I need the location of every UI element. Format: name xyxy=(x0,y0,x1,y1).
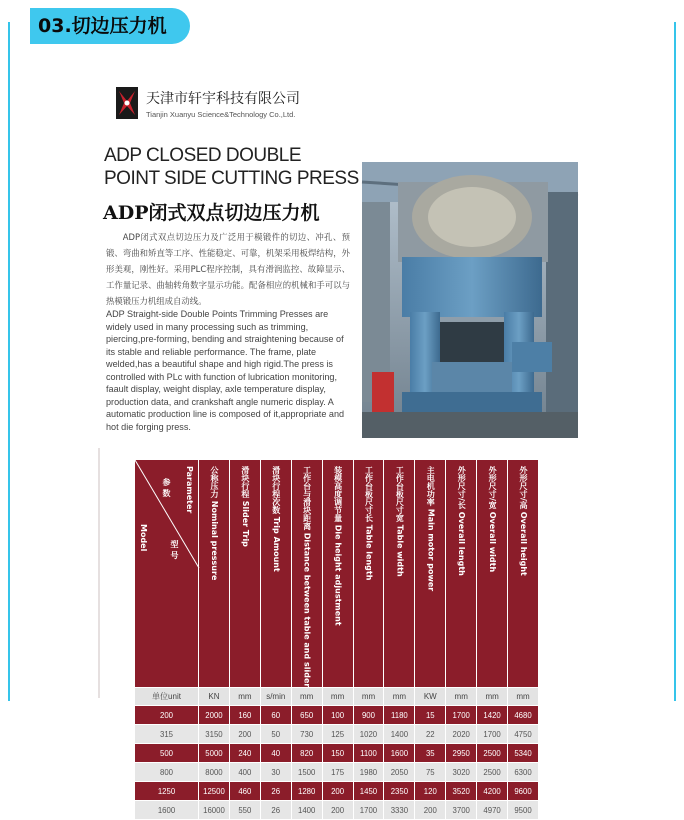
table-row xyxy=(135,801,539,820)
value-cell: 30 xyxy=(260,763,291,782)
value-cell: 240 xyxy=(229,744,260,763)
units-row xyxy=(135,688,539,706)
corner-model-cn: 型 号 xyxy=(170,540,179,559)
value-cell: 460 xyxy=(229,782,260,801)
value-cell: 6300 xyxy=(508,763,539,782)
unit-cell: mm xyxy=(477,688,508,706)
value-cell: 730 xyxy=(291,725,322,744)
value-cell: 200 xyxy=(322,801,353,820)
unit-cell: mm xyxy=(508,688,539,706)
description-en: ADP Straight-side Double Points Trimming Presses are widely used in many processing such as trimming, piercing,pre-forming, bending and straightening because of its stable and reliable performance. The frame, plate welded,has a beautiful shape and high rigid.The press is controlled with PLc with function of lubrication monitoring, faault display, weight display, axle temperature display, production data, and crankshaft angle numeric display. A automatic production line is composed of it,appropriate and hot die forging press. xyxy=(106,309,345,432)
value-cell: 150 xyxy=(322,744,353,763)
value-cell: 2000 xyxy=(199,706,230,725)
header-table-length: 工作台板尺寸长 Table length xyxy=(353,460,384,688)
value-cell: 900 xyxy=(353,706,384,725)
value-cell: 650 xyxy=(291,706,322,725)
value-cell: 820 xyxy=(291,744,322,763)
value-cell: 1500 xyxy=(291,763,322,782)
model-cell: 315 xyxy=(135,725,199,744)
value-cell: 15 xyxy=(415,706,446,725)
company-name-en: Tianjin Xuanyu Science&Technology Co.,Ltd. xyxy=(146,110,296,119)
corner-param-cn: 参 数 xyxy=(162,478,171,497)
value-cell: 200 xyxy=(415,801,446,820)
model-cell: 200 xyxy=(135,706,199,725)
value-cell: 9500 xyxy=(508,801,539,820)
header-trip-amount: 滑块行程次数 Trip Amount xyxy=(260,460,291,688)
value-cell: 26 xyxy=(260,782,291,801)
unit-cell: mm xyxy=(446,688,477,706)
value-cell: 1280 xyxy=(291,782,322,801)
header-slider-trip: 滑块行程 Slider Trip xyxy=(229,460,260,688)
value-cell: 4750 xyxy=(508,725,539,744)
value-cell: 550 xyxy=(229,801,260,820)
value-cell: 1420 xyxy=(477,706,508,725)
value-cell: 35 xyxy=(415,744,446,763)
value-cell: 3700 xyxy=(446,801,477,820)
unit-cell: mm xyxy=(291,688,322,706)
header-nominal-pressure: 公称压力 Nominal pressure xyxy=(199,460,230,688)
spec-table xyxy=(134,459,539,820)
title-en-line2: POINT SIDE CUTTING PRESS xyxy=(104,168,359,189)
value-cell: 9600 xyxy=(508,782,539,801)
unit-cell: s/min xyxy=(260,688,291,706)
section-tag: 03.切边压力机 xyxy=(30,8,190,44)
value-cell: 1020 xyxy=(353,725,384,744)
value-cell: 120 xyxy=(415,782,446,801)
table-row xyxy=(135,706,539,725)
value-cell: 1180 xyxy=(384,706,415,725)
value-cell: 1700 xyxy=(353,801,384,820)
table-row xyxy=(135,725,539,744)
value-cell: 3520 xyxy=(446,782,477,801)
unit-cell: mm xyxy=(229,688,260,706)
value-cell: 400 xyxy=(229,763,260,782)
header-corner xyxy=(135,460,199,688)
header-table-slider-distance: 工作台与滑块距离 Distance between table and slider xyxy=(291,460,322,688)
company-logo-icon xyxy=(116,87,138,119)
value-cell: 1450 xyxy=(353,782,384,801)
value-cell: 2950 xyxy=(446,744,477,763)
value-cell: 26 xyxy=(260,801,291,820)
value-cell: 2350 xyxy=(384,782,415,801)
value-cell: 200 xyxy=(229,725,260,744)
header-die-height: 装模高度调节量 Die height adjustment xyxy=(322,460,353,688)
corner-model-en: Model xyxy=(139,524,148,552)
value-cell: 3150 xyxy=(199,725,230,744)
value-cell: 16000 xyxy=(199,801,230,820)
value-cell: 4970 xyxy=(477,801,508,820)
value-cell: 1400 xyxy=(384,725,415,744)
unit-label: 单位unit xyxy=(135,688,199,706)
value-cell: 5000 xyxy=(199,744,230,763)
unit-cell: KW xyxy=(415,688,446,706)
header-table-width: 工作台板尺寸宽 Table width xyxy=(384,460,415,688)
value-cell: 3330 xyxy=(384,801,415,820)
press-machine-photo xyxy=(362,162,578,438)
value-cell: 4200 xyxy=(477,782,508,801)
value-cell: 1700 xyxy=(446,706,477,725)
value-cell: 1980 xyxy=(353,763,384,782)
description-cn: ADP闭式双点切边压力及广泛用于模锻件的切边、冲孔、预锻、弯曲和矫直等工序、性能稳定、可靠，机架采用板焊结构，外形美观，刚性好。采用PLC程序控制，具有滑润监控、故障显示、工作量记录、曲轴转角数字显示功能。配备相应的机械和手可以与热模锻压力机组成自动线。 xyxy=(106,232,350,306)
model-cell: 1250 xyxy=(135,782,199,801)
value-cell: 75 xyxy=(415,763,446,782)
value-cell: 8000 xyxy=(199,763,230,782)
value-cell: 60 xyxy=(260,706,291,725)
unit-cell: mm xyxy=(322,688,353,706)
header-overall-height: 外形尺寸/高 Overall height xyxy=(508,460,539,688)
model-cell: 1600 xyxy=(135,801,199,820)
left-divider xyxy=(98,448,100,698)
value-cell: 2500 xyxy=(477,744,508,763)
value-cell: 12500 xyxy=(199,782,230,801)
value-cell: 100 xyxy=(322,706,353,725)
table-row xyxy=(135,744,539,763)
unit-cell: KN xyxy=(199,688,230,706)
company-name-cn: 天津市轩宇科技有限公司 xyxy=(146,91,300,107)
table-row xyxy=(135,763,539,782)
header-overall-width: 外形尺寸/宽 Overall width xyxy=(477,460,508,688)
header-motor-power: 主电机功率 Main motor power xyxy=(415,460,446,688)
value-cell: 175 xyxy=(322,763,353,782)
product-title-en xyxy=(104,144,359,190)
product-title-cn: ADP闭式双点切边压力机 xyxy=(103,202,320,224)
value-cell: 1400 xyxy=(291,801,322,820)
unit-cell: mm xyxy=(353,688,384,706)
corner-param-en: Parameter xyxy=(185,466,194,514)
spec-header-row xyxy=(135,460,539,688)
value-cell: 1700 xyxy=(477,725,508,744)
value-cell: 3020 xyxy=(446,763,477,782)
value-cell: 40 xyxy=(260,744,291,763)
value-cell: 22 xyxy=(415,725,446,744)
value-cell: 2500 xyxy=(477,763,508,782)
value-cell: 1600 xyxy=(384,744,415,763)
value-cell: 2020 xyxy=(446,725,477,744)
value-cell: 200 xyxy=(322,782,353,801)
value-cell: 5340 xyxy=(508,744,539,763)
spec-body xyxy=(135,706,539,820)
model-cell: 500 xyxy=(135,744,199,763)
value-cell: 2050 xyxy=(384,763,415,782)
value-cell: 125 xyxy=(322,725,353,744)
value-cell: 50 xyxy=(260,725,291,744)
title-en-line1: ADP CLOSED DOUBLE xyxy=(104,145,302,166)
unit-cell: mm xyxy=(384,688,415,706)
value-cell: 160 xyxy=(229,706,260,725)
header-overall-length: 外形尺寸/长 Overall length xyxy=(446,460,477,688)
value-cell: 1100 xyxy=(353,744,384,763)
table-row xyxy=(135,782,539,801)
value-cell: 4680 xyxy=(508,706,539,725)
model-cell: 800 xyxy=(135,763,199,782)
